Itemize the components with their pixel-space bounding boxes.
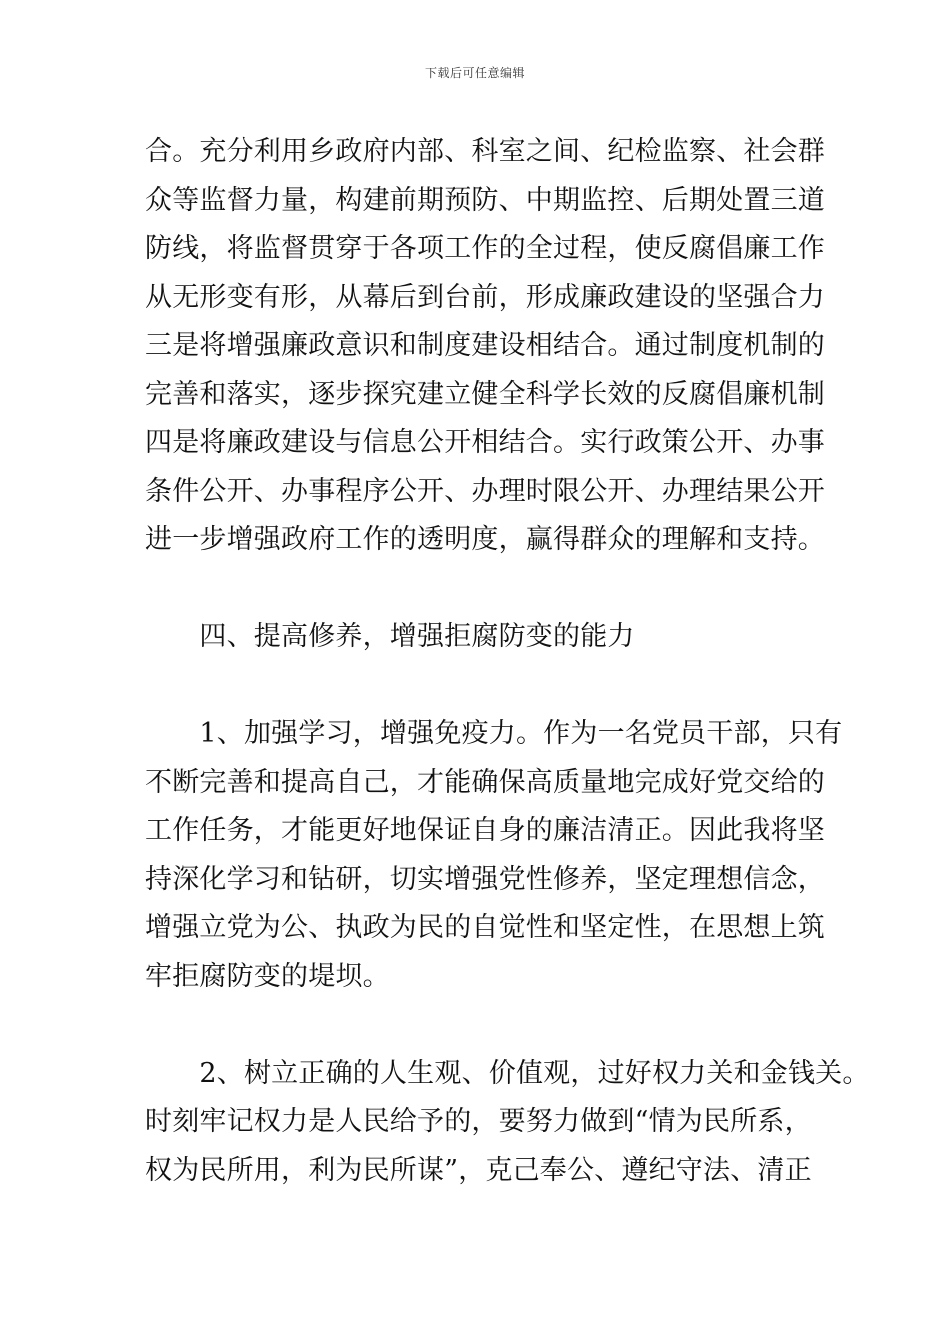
page-body [145, 128, 870, 1195]
paragraph-gap [145, 565, 825, 614]
text-line: 合。充分利用乡政府内部、科室之间、纪检监察、社会群 [145, 136, 825, 167]
text-line: 完善和落实，逐步探究建立健全科学长效的反腐倡廉机制 [145, 378, 825, 410]
text-line: 工作任务，才能更好地保证自身的廉洁清正。因此我将坚 [145, 815, 825, 846]
text-line: 2、树立正确的人生观、价值观，过好权力关和金钱关。 [145, 1057, 870, 1089]
text-line: 牢拒腐防变的堤坝。 [145, 960, 390, 992]
text-line: 从无形变有形，从幕后到台前，形成廉政建设的坚强合力 [145, 281, 825, 313]
paragraph-values [145, 1050, 870, 1196]
section-heading [145, 613, 825, 662]
heading-line: 四、提高修养，增强拒腐防变的能力 [145, 621, 635, 652]
text-line: 权为民所用，利为民所谋”，克己奉公、遵纪守法、清正 [145, 1154, 812, 1186]
paragraph-gap [145, 662, 825, 711]
text-line: 条件公开、办事程序公开、办理时限公开、办理结果公开 [145, 475, 825, 507]
text-line: 三是将增强廉政意识和制度建设相结合。通过制度机制的 [145, 330, 825, 361]
text-line: 增强立党为公、执政为民的自觉性和坚定性，在思想上筑 [145, 912, 825, 943]
paragraph-supervision [145, 128, 825, 565]
text-line: 1、加强学习，增强免疫力。作为一名党员干部，只有 [145, 718, 843, 749]
text-line: 众等监督力量，构建前期预防、中期监控、后期处置三道 [145, 184, 825, 216]
paragraph-gap [145, 1001, 825, 1050]
text-line: 防线，将监督贯穿于各项工作的全过程，使反腐倡廉工作 [145, 233, 825, 264]
text-line: 不断完善和提高自己，才能确保高质量地完成好党交给的 [145, 766, 825, 798]
text-line: 四是将廉政建设与信息公开相结合。实行政策公开、办事 [145, 427, 825, 458]
header-note: 下载后可任意编辑 [424, 66, 525, 80]
paragraph-study [145, 710, 843, 1001]
text-line: 时刻牢记权力是人民给予的，要努力做到“情为民所系， [145, 1106, 812, 1137]
text-line: 持深化学习和钻研，切实增强党性修养，坚定理想信念， [145, 863, 825, 895]
text-line: 进一步增强政府工作的透明度，赢得群众的理解和支持。 [145, 524, 825, 555]
